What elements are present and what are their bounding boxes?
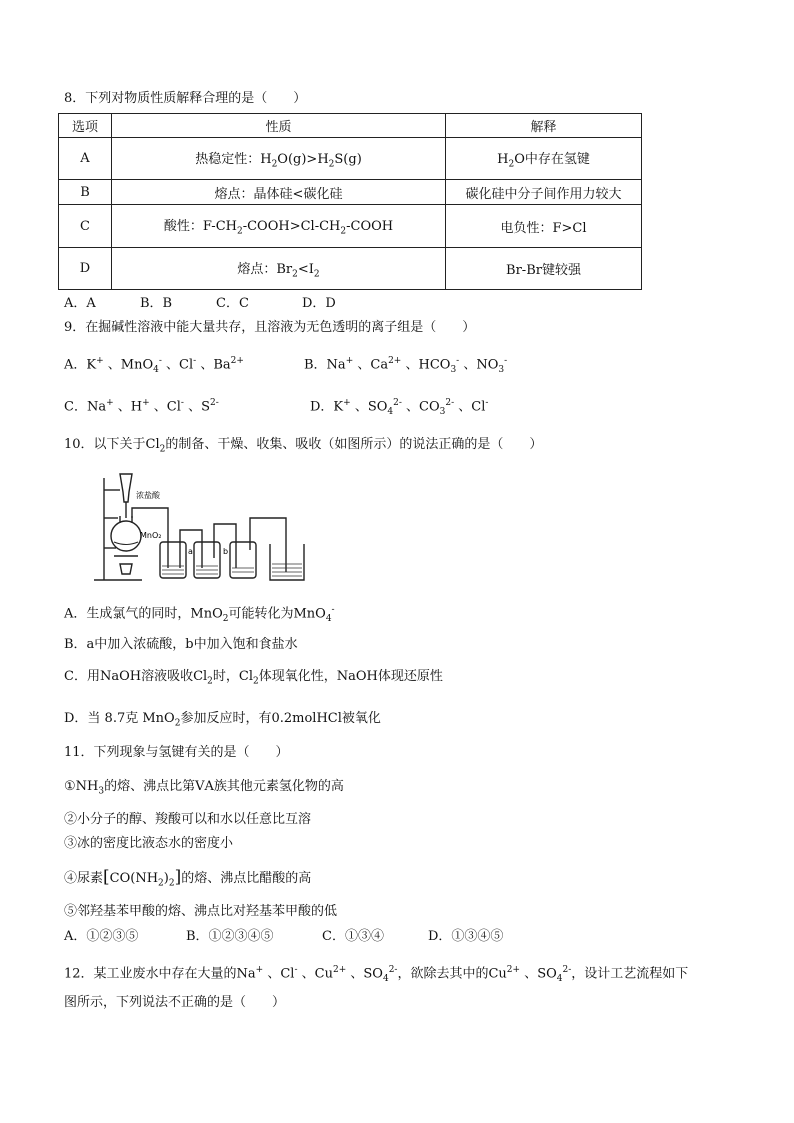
row-b-explanation: 碳化硅中分子间作用力较大 (446, 180, 642, 205)
header-explanation: 解释 (446, 114, 642, 138)
q9-option-b[interactable]: B．Na+ 、$Ca^{2+}$ 、$HCO_3^-$ 、$NO_3^-$ (304, 356, 508, 375)
q8-choice-d[interactable]: D．D (302, 296, 336, 311)
q8-stem: 8．下列对物质性质解释合理的是（ ） (64, 91, 307, 106)
q9-option-c[interactable]: C．Na+ 、H+ 、Cl- 、$S^{2-}$ (64, 398, 219, 415)
header-property: 性质 (112, 114, 446, 138)
q10-option-c[interactable]: C．用NaOH溶液吸收$Cl_2$时，$Cl_2$体现氧化性，NaOH体现还原性 (64, 669, 443, 687)
q11-choice-c[interactable]: C．①③④ (322, 929, 384, 944)
q8-choice-b[interactable]: B．B (140, 296, 173, 311)
row-b-property: 熔点：晶体硅<碳化硅 (112, 180, 446, 205)
header-option: 选项 (59, 114, 112, 138)
q8-table (58, 113, 642, 290)
q9-option-a[interactable]: A．K+ 、MnO$_4$- 、Cl- 、$Ba^{2+}$ (64, 356, 244, 375)
row-a-property: 热稳定性：$H_2O(g)>H_2S(g)$ (112, 138, 446, 180)
q8-choices (64, 295, 336, 313)
q12-stem-line1: 12．某工业废水中存在大量的Na+ 、Cl- 、$Cu^{2+}$ 、$SO_4^{2-}$，欲除去其中的$Cu^{2+}$ 、$SO_4^{2-}$，设计工艺流程如下 (64, 965, 689, 984)
q11-item-3: ③冰的密度比液态水的密度小 (64, 836, 234, 851)
q9-stem: 9．在掘碱性溶液中能大量共存，且溶液为无色透明的离子组是（ ） (64, 320, 476, 335)
q10-option-a[interactable]: A．生成氯气的同时，MnO$_2$可能转化为MnO$_4$- (64, 605, 335, 624)
q8-choice-c[interactable]: C．C (216, 296, 249, 311)
q10-option-b[interactable]: B．a中加入浓硫酸，b中加入饱和食盐水 (64, 637, 298, 652)
q8-choice-a[interactable]: A．A (64, 296, 96, 311)
q11-choice-a[interactable]: A．①②③⑤ (64, 929, 139, 944)
row-c-property: 酸性：$F-CH_2-COOH>Cl-CH_2$-COOH (112, 205, 446, 248)
q12-stem-line2: 图所示，下列说法不正确的是（ ） (64, 995, 286, 1010)
q11-item-5: ⑤邻羟基苯甲酸的熔、沸点比对羟基苯甲酸的低 (64, 904, 338, 919)
q9-option-d[interactable]: D．K+ 、$SO_4^{2-}$ 、$CO_3^{2-}$ 、Cl- (310, 398, 489, 417)
row-a-option: A (59, 138, 112, 180)
row-c-option: C (59, 205, 112, 248)
chlorine-apparatus-figure (90, 468, 314, 583)
q11-item-1: $①NH_3$的熔、沸点比第ⅤA族其他元素氢化物的高 (64, 779, 344, 797)
label-bottle-a: a (188, 547, 193, 556)
q11-item-2: ②小分子的醇、羧酸可以和水以任意比互溶 (64, 812, 312, 827)
row-a-explanation: $H_2O$中存在氢键 (446, 138, 642, 180)
q11-choices (64, 928, 503, 946)
row-d-explanation: Br-Br键较强 (446, 248, 642, 290)
q9-options-ab (64, 352, 507, 379)
q10-option-d[interactable]: D．当 8.7克 MnO$_2$参加反应时，有0.2molHCl被氧化 (64, 711, 381, 729)
row-d-option: D (59, 248, 112, 290)
q9-options-cd (64, 394, 488, 421)
q11-item-4: ④尿素$[CO(NH_2)_2]$的熔、沸点比醋酸的高 (64, 867, 312, 889)
q11-stem: 11．下列现象与氢键有关的是（ ） (64, 745, 289, 760)
q11-choice-d[interactable]: D．①③④⑤ (428, 929, 504, 944)
q10-stem: 10．以下关于$Cl_2$的制备、干燥、收集、吸收（如图所示）的说法正确的是（ ） (64, 437, 543, 455)
label-hydrochloric-acid: 浓盐酸 (136, 491, 160, 500)
q11-choice-b[interactable]: B．①②③④⑤ (186, 929, 274, 944)
row-b-option: B (59, 180, 112, 205)
label-bottle-b: b (223, 547, 229, 556)
row-c-explanation: 电负性：F>Cl (446, 205, 642, 248)
row-d-property: 熔点：$Br_2<I_2$ (112, 248, 446, 290)
label-mno2: MnO₂ (140, 531, 162, 540)
